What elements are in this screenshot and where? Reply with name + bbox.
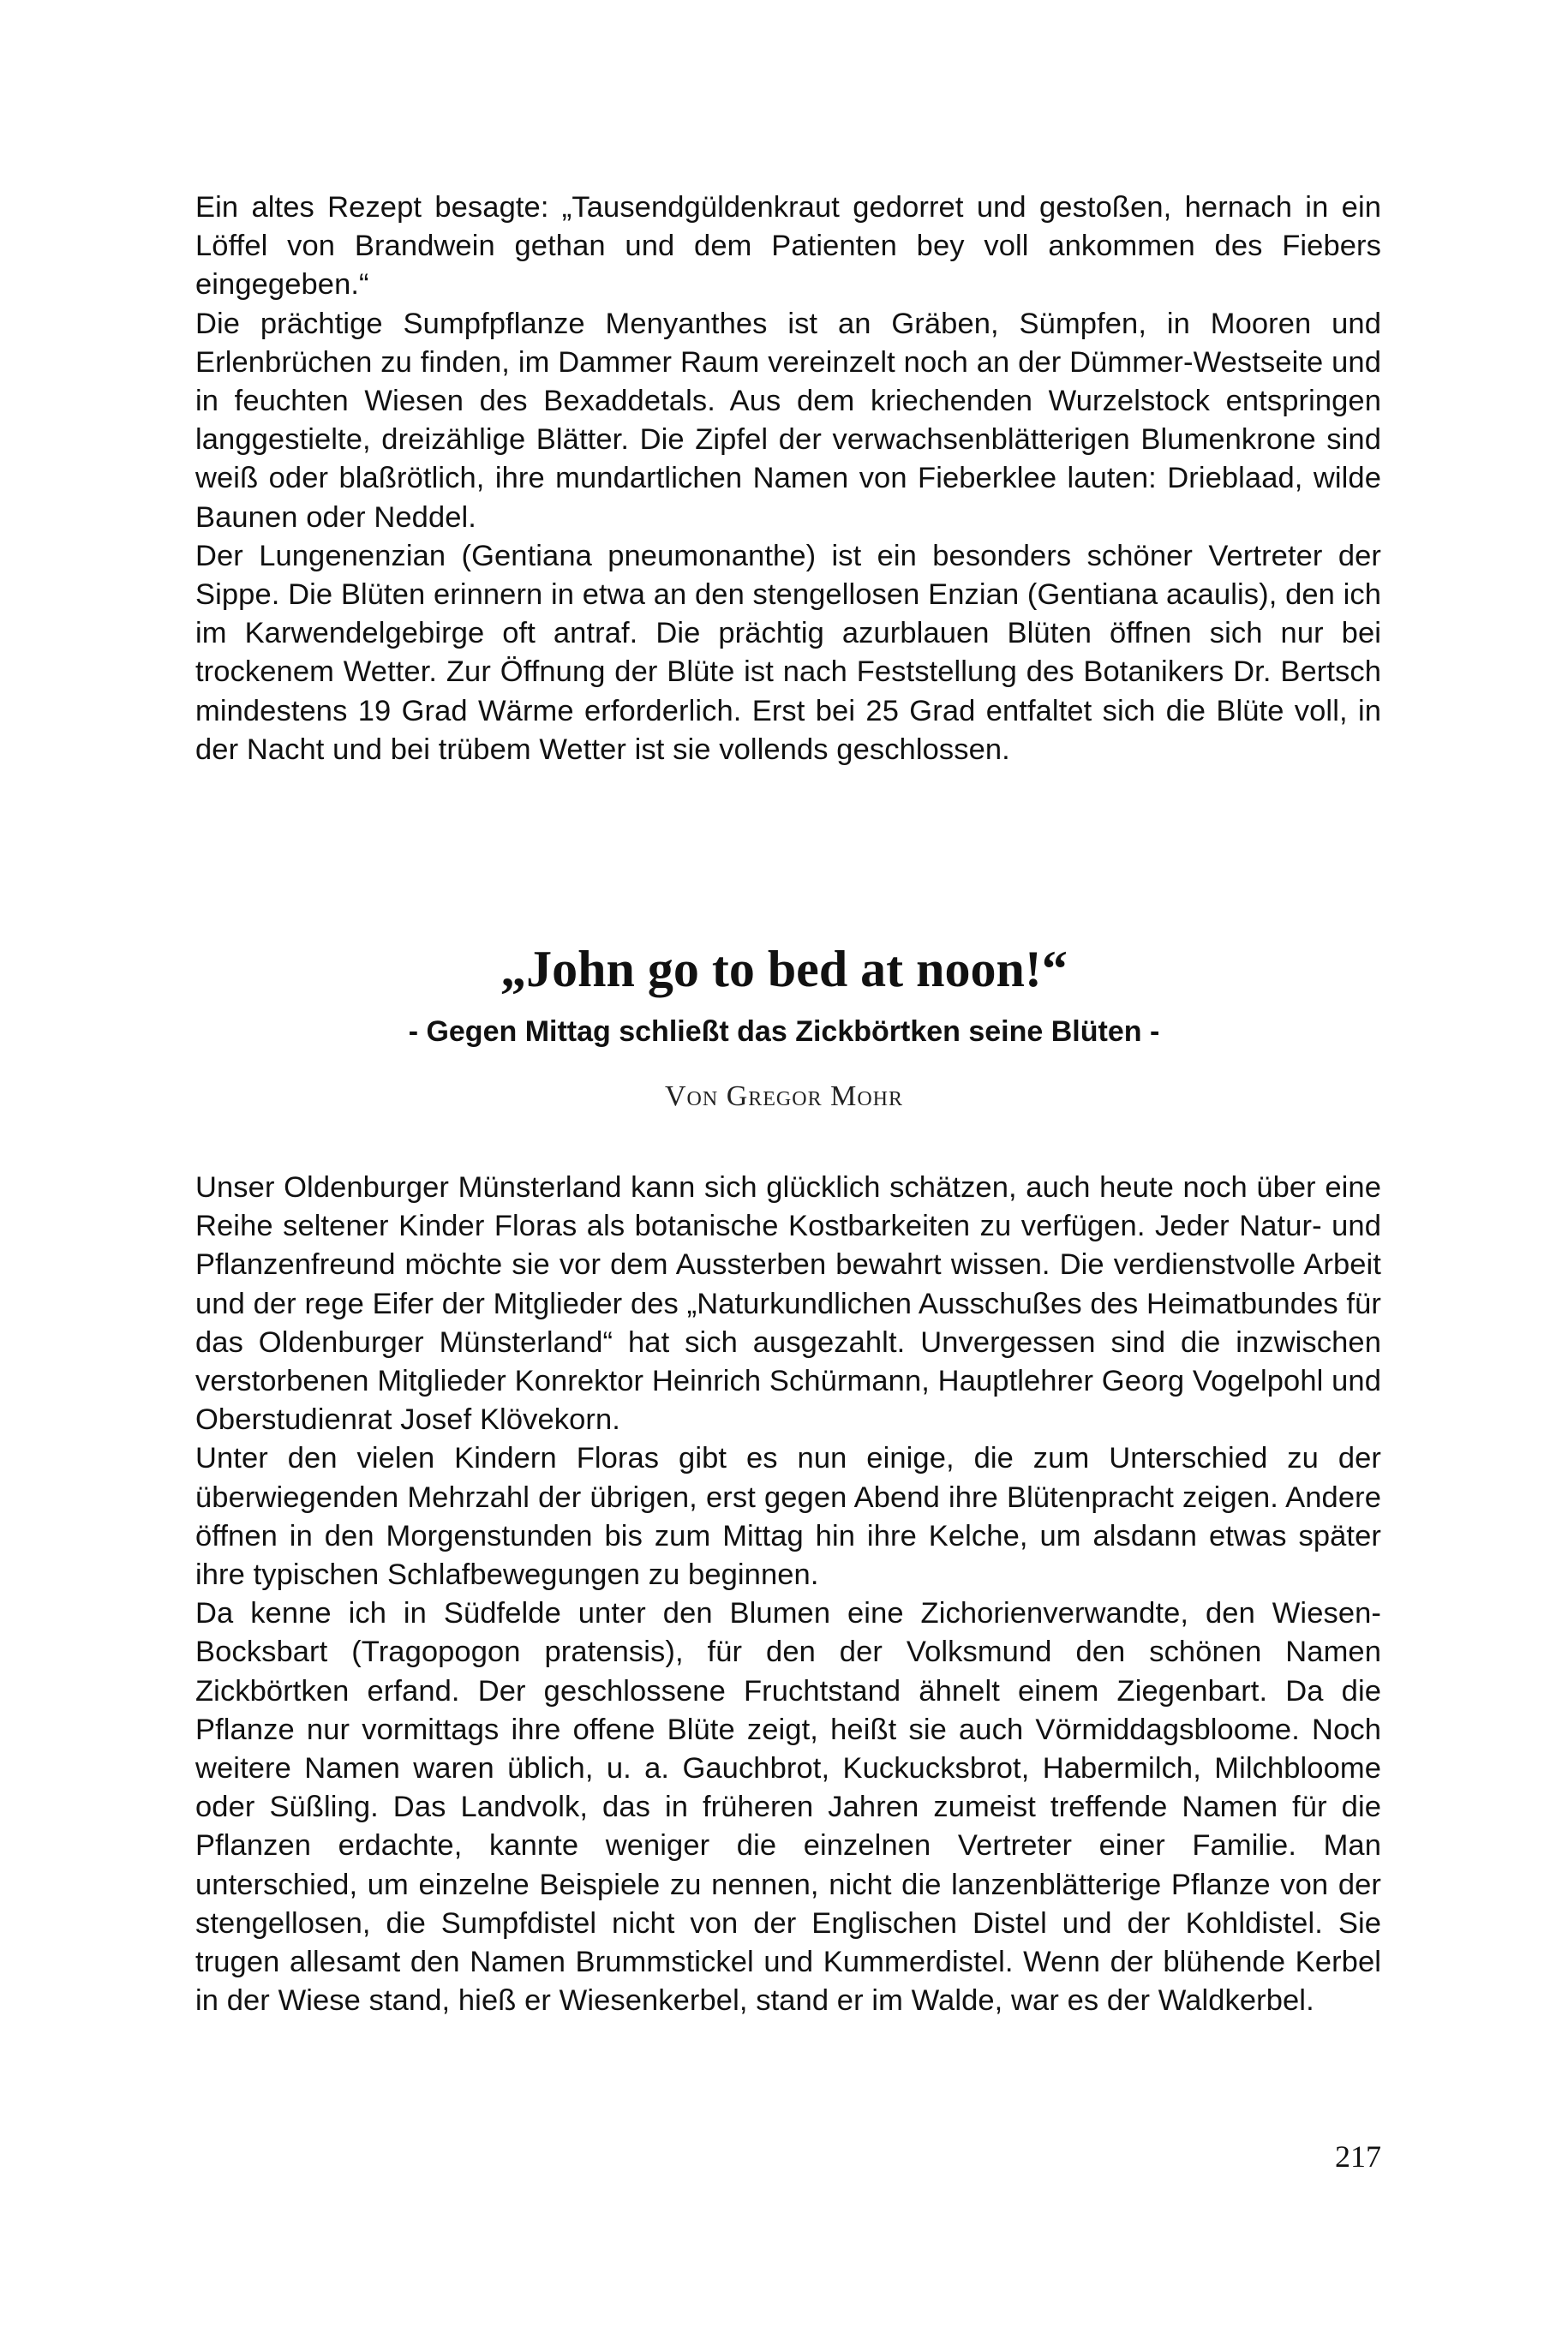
article-paragraph-2: Unter den vielen Kindern Floras gibt es nun einige, die zum Unterschied zu der überwiegenden Mehrzahl der übrigen, erst gegen Abend ihre Blütenpracht zeigen. Andere öffnen in den Morgenstunden bis zum Mittag hin ihre Kelche, um alsdann etwas später ihre typischen Schlafbewegungen zu beginnen. [195, 1442, 1381, 1592]
intro-paragraph-recipe: Ein altes Rezept besagte: „Tausendgüldenkraut gedorret und gestoßen, hernach in ein Löffel von Brandwein gethan und dem Patienten bey voll ankommen des Fiebers eingegeben.“ [195, 191, 1381, 302]
article-subtitle: - Gegen Mittag schließt das Zickbörtken seine Blüten - [408, 1015, 1160, 1048]
intro-paragraph-menyanthes: Die prächtige Sumpfpflanze Menyanthes ist an Gräben, Sümpfen, in Mooren und Erlenbrüchen zu finden, im Dammer Raum vereinzelt noch an der Dümmer-Westseite und in feuchten Wiesen des Bexaddetals. Aus dem kriechenden Wurzelstock entspringen langgestielte, dreizählige Blätter. Die Zipfel der verwachsenblätterigen Blumenkrone sind weiß oder blaßrötlich, ihre mundartlichen Namen von Fieberklee lauten: Drieblaad, wilde Baunen oder Neddel. [195, 307, 1381, 534]
article-paragraph-3: Da kenne ich in Südfelde unter den Blumen eine Zichorienverwandte, den Wiesen-Bocksbart (Tragopogon pratensis), für den der Volksmund den schönen Namen Zickbörtken erfand. Der geschlossene Fruchtstand ähnelt einem Ziegenbart. Da die Pflanze nur vormittags ihre offene Blüte zeigt, heißt sie auch Vörmiddagsbloome. Noch weitere Namen waren üblich, u. a. Gauchbrot, Kuckucksbrot, Habermilch, Milchbloome oder Süßling. Das Landvolk, das in früheren Jahren zumeist treffende Namen für die Pflanzen erdachte, kannte weniger die einzelnen Vertreter einer Familie. Man unterschied, um einzelne Beispiele zu nennen, nicht die lanzenblätterige Pflanze von der stengellosen, die Sumpfdistel nicht von der Englischen Distel und der Kohldistel. Sie trugen allesamt den Namen Brummstickel und Kummerdistel. Wenn der blühende Kerbel in der Wiese stand, hieß er Wiesenkerbel, stand er im Walde, war es der Waldkerbel. [195, 1597, 1381, 2018]
intro-paragraph-lungenenzian: Der Lungenenzian (Gentiana pneumonanthe) ist ein besonders schöner Vertreter der Sippe. Die Blüten erinnern in etwa an den stengellosen Enzian (Gentiana acaulis), den ich im Karwendelgebirge oft antraf. Die prächtig azurblauen Blüten öffnen sich nur bei trockenem Wetter. Zur Öffnung der Blüte ist nach Feststellung des Botanikers Dr. Bertsch mindestens 19 Grad Wärme erforderlich. Erst bei 25 Grad entfaltet sich die Blüte voll, in der Nacht und bei trübem Wetter ist sie vollends geschlossen. [195, 539, 1382, 766]
intro-text [195, 188, 1381, 769]
page-number: 217 [1335, 2139, 1381, 2174]
article-byline: Von Gregor Mohr [664, 1080, 903, 1112]
article-title: „John go to bed at noon!“ [500, 941, 1068, 997]
article-paragraph-1: Unser Oldenburger Münsterland kann sich glücklich schätzen, auch heute noch über eine Reihe seltener Kinder Floras als botanische Kostbarkeiten zu verfügen. Jeder Natur- und Pflanzenfreund möchte sie vor dem Aussterben bewahrt wissen. Die verdienstvolle Arbeit und der rege Eifer der Mitglieder des „Naturkundlichen Ausschußes des Heimatbundes für das Oldenburger Münsterland“ hat sich ausgezahlt. Unvergessen sind die inzwischen verstorbenen Mitglieder Konrektor Heinrich Schürmann, Hauptlehrer Georg Vogelpohl und Oberstudienrat Josef Klövekorn. [195, 1171, 1381, 1437]
article-body [195, 1169, 1381, 2020]
